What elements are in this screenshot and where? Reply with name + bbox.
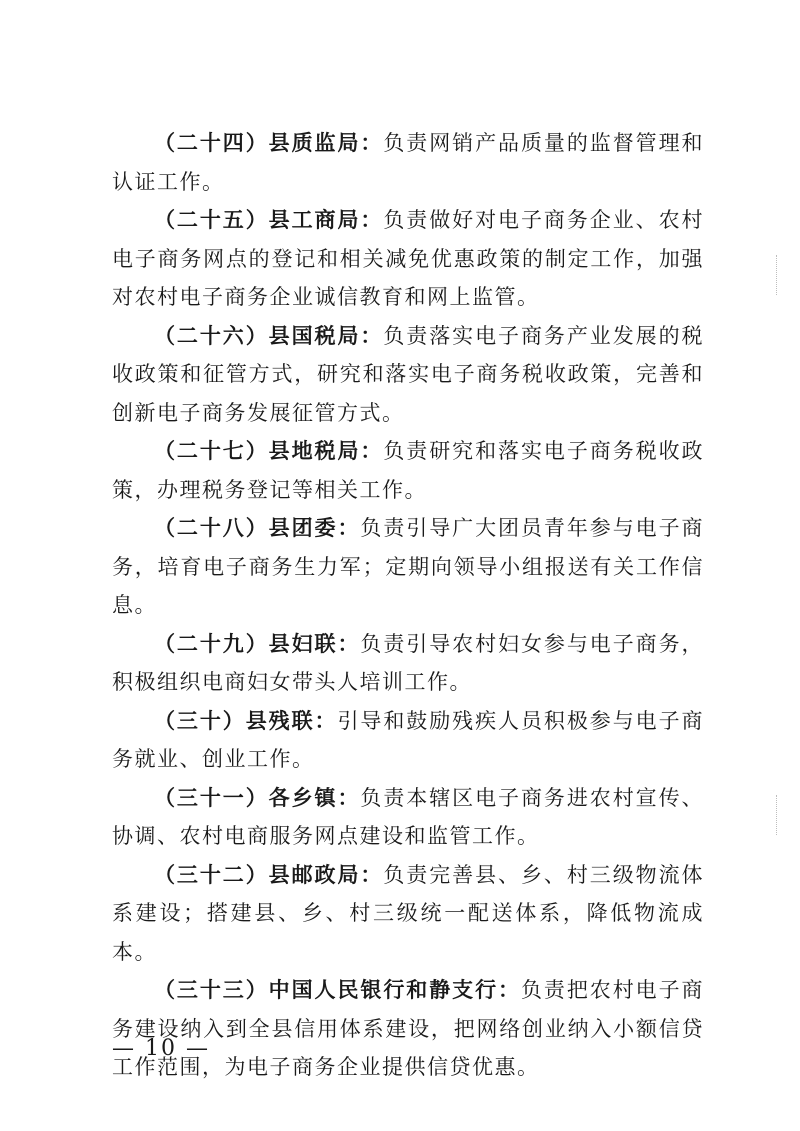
paragraph-heading: （三十）县残联： bbox=[154, 707, 338, 733]
paragraph-33 bbox=[112, 971, 704, 1087]
document-body bbox=[112, 124, 704, 1087]
paragraph-heading: （二十八）县团委： bbox=[154, 515, 361, 540]
paragraph-heading: （二十六）县国税局： bbox=[154, 322, 384, 348]
paragraph-text: 负责引导广大团员青年参与电子商务，培育电子商务生力军；定期向领导小组报送有关工作信息。 bbox=[112, 516, 705, 617]
paragraph-text: 引导和鼓励残疾人员积极参与电子商务就业、创业工作。 bbox=[112, 708, 705, 771]
paragraph-text: 负责引导农村妇女参与电子商务，积极组织电商妇女带头人培训工作。 bbox=[112, 631, 705, 694]
paragraph-text: 负责做好对电子商务企业、农村电子商务网点的登记和相关减免优惠政策的制定工作，加强对农村电子商务企业诚信教育和网上监管。 bbox=[112, 208, 705, 309]
paragraph-heading: （二十七）县地税局： bbox=[154, 438, 384, 463]
paragraph-heading: （二十四）县质监局： bbox=[154, 130, 384, 155]
paragraph-28 bbox=[112, 509, 704, 625]
binding-margin-mark bbox=[776, 795, 778, 835]
paragraph-text: 负责网销产品质量的监督管理和认证工作。 bbox=[112, 131, 705, 194]
paragraph-heading: （二十九）县妇联： bbox=[154, 630, 361, 656]
paragraph-text: 负责本辖区电子商务进农村宣传、协调、农村电商服务网点建设和监管工作。 bbox=[112, 785, 705, 848]
paragraph-text: 负责把农村电子商务建设纳入到全县信用体系建设，把网络创业纳入小额信贷工作范围，为电子商务企业提供信贷优惠。 bbox=[112, 978, 705, 1079]
paragraph-27 bbox=[112, 432, 704, 509]
paragraph-heading: （三十二）县邮政局： bbox=[154, 861, 384, 887]
paragraph-text: 负责落实电子商务产业发展的税收政策和征管方式，研究和落实电子商务税收政策，完善和创新电子商务发展征管方式。 bbox=[112, 323, 705, 425]
page-number: — 10 — bbox=[112, 1036, 210, 1061]
paragraph-24 bbox=[112, 124, 704, 201]
paragraph-26 bbox=[112, 317, 704, 433]
paragraph-heading: （三十三）中国人民银行和静支行： bbox=[154, 977, 521, 1002]
paragraph-29 bbox=[112, 625, 704, 702]
paragraph-25 bbox=[112, 201, 704, 317]
paragraph-text: 负责研究和落实电子商务税收政策，办理税务登记等相关工作。 bbox=[112, 439, 705, 502]
binding-margin-mark bbox=[776, 255, 778, 295]
paragraph-31 bbox=[112, 779, 704, 856]
paragraph-text: 负责完善县、乡、村三级物流体系建设；搭建县、乡、村三级统一配送体系，降低物流成本。 bbox=[112, 862, 705, 964]
paragraph-32 bbox=[112, 856, 704, 972]
paragraph-heading: （二十五）县工商局： bbox=[154, 207, 384, 232]
paragraph-heading: （三十一）各乡镇： bbox=[154, 784, 361, 810]
paragraph-30 bbox=[112, 702, 704, 779]
